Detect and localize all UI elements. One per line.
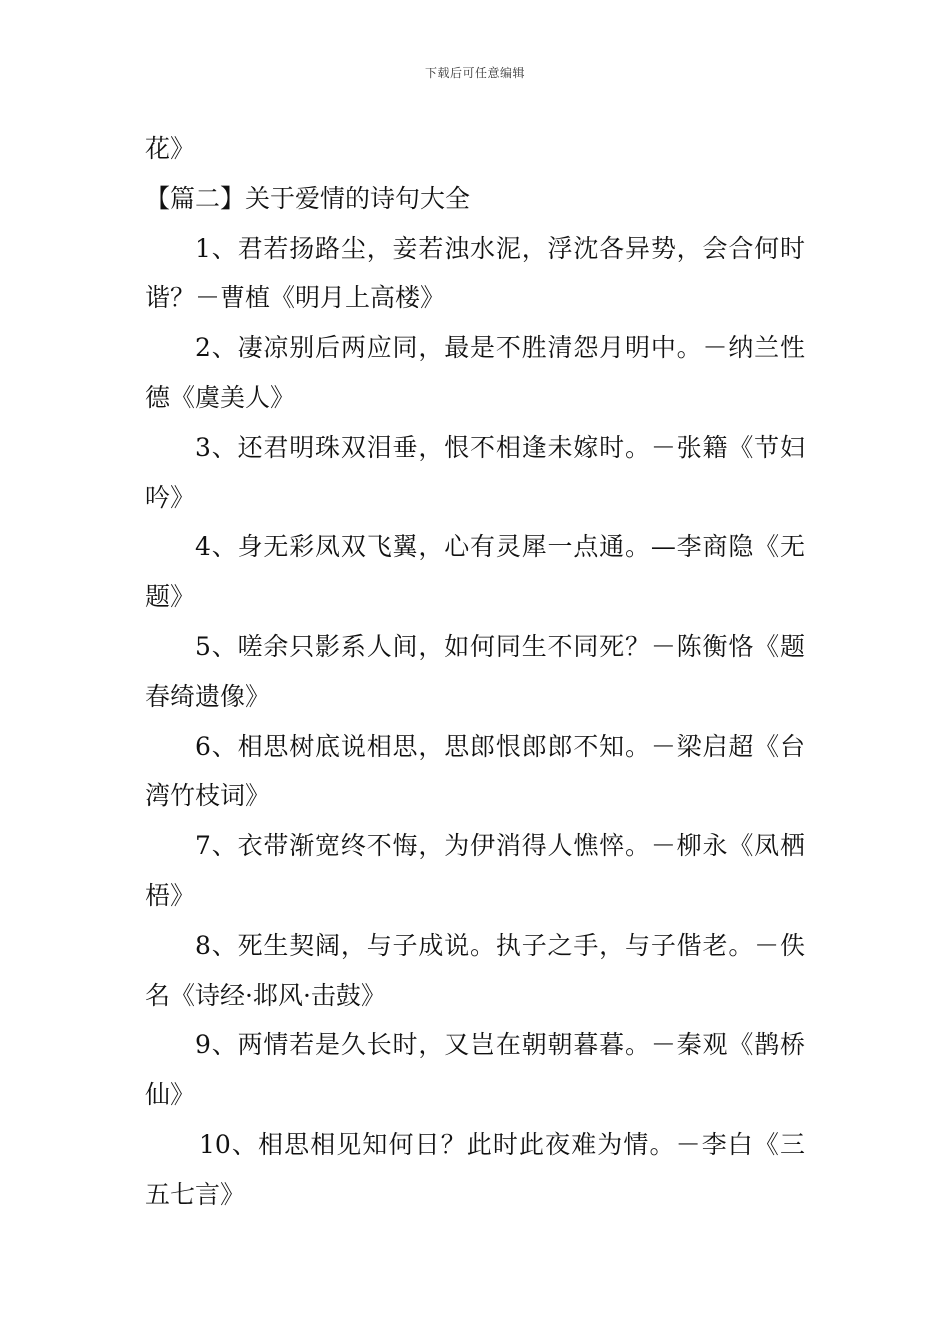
continuation-line: 花》 (145, 134, 196, 163)
poem-line-3: 3、还君明珠双泪垂，恨不相逢未嫁时。－张籍《节妇吟》 (145, 432, 805, 512)
poem-line-8: 8、死生契阔，与子成说。执子之手，与子偕老。－佚名《诗经·邶风·击鼓》 (145, 930, 805, 1010)
poem-line-2: 2、凄凉别后两应同，最是不胜清怨月明中。－纳兰性德《虞美人》 (145, 333, 805, 412)
poem-line-9: 9、两情若是久长时，又岂在朝朝暮暮。－秦观《鹊桥仙》 (145, 1030, 805, 1110)
poem-line-5: 5、嗟余只影系人间，如何同生不同死？－陈衡恪《题春绮遗像》 (145, 631, 805, 711)
document-body (145, 124, 805, 1220)
section-title: 【篇二】关于爱情的诗句大全 (145, 183, 471, 213)
poem-line-6: 6、相思树底说相思，思郎恨郎郎不知。－梁启超《台湾竹枝词》 (145, 731, 805, 811)
poem-line-7: 7、衣带渐宽终不悔，为伊消得人憔悴。－柳永《凤栖梧》 (145, 831, 805, 910)
poem-line-1: 1、君若扬路尘，妾若浊水泥，浮沈各异势，会合何时谐？－曹植《明月上高楼》 (145, 233, 805, 313)
poem-line-4: 4、身无彩凤双飞翼，心有灵犀一点通。—李商隐《无题》 (145, 532, 805, 612)
page-header: 下载后可任意编辑 (424, 66, 525, 80)
poem-line-10: 10、相思相见知何日？此时此夜难为情。－李白《三五七言》 (145, 1129, 805, 1209)
